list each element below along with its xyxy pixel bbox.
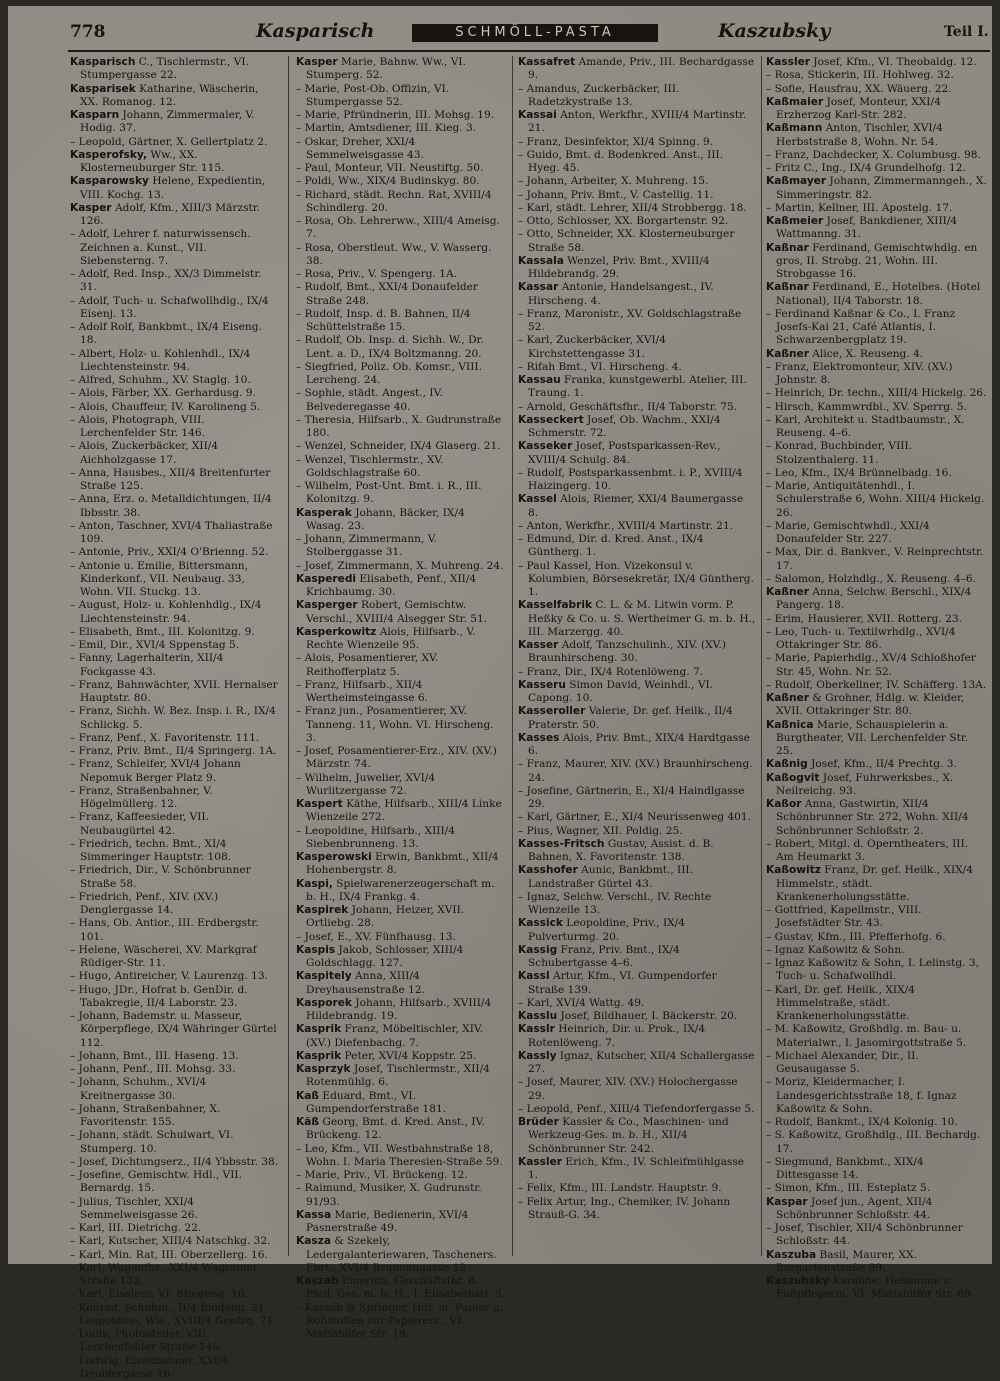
directory-entry: – Salomon, Holzhdlg., X. Reuseng. 4–6. [766,573,988,586]
entry-surname: Kasshofer [518,864,578,876]
directory-entry: – Rudolf, Bankmt., IX/4 Kolonig. 10. [766,1116,988,1129]
directory-entry: – Anna, Erz. o. Metalldichtungen, II/4 Ibbsstr. 38. [70,493,280,520]
directory-entry: Kasperofsky, Ww., XX. Klosterneuburger Str. 115. [70,149,280,176]
entry-surname: Kasparisch [70,56,135,68]
directory-entry: – Josef, Maurer, XIV. (XV.) Holochergasse 29. [518,1076,756,1103]
publisher-band: SCHMÖLL-PASTA [412,24,658,42]
directory-entry: – Fanny, Lagerhalterin, XII/4 Fockgasse 43. [70,652,280,679]
directory-entry: – Franz, Maurer, XIV. (XV.) Braunhirscheng. 24. [518,758,756,785]
directory-entry: – Anton, Taschner, XVI/4 Thaliastraße 109. [70,520,280,547]
directory-entry: Kaßner Anna, Selchw. Berschl., XIX/4 Pangerg. 18. [766,586,988,613]
directory-entry: – Heinrich, Dr. techn., XIII/4 Hickelg. 26. [766,387,988,400]
directory-entry: – Marie, Priv., VI. Brückeng. 12. [296,1169,506,1182]
page-header [8,6,992,50]
directory-entry: – Siegfried, Poliz. Ob. Komsr., VIII. Lercheng. 24. [296,361,506,388]
directory-entry: – Ludwig, Eisenbahner, XXI/4 Deublergasse 16. [70,1355,280,1381]
entry-surname: Kasperak [296,507,352,519]
directory-entry: Kasselfabrik C. L. & M. Litwin vorm. P. Heßky & Co. u. S. Wertheimer G. m. b. H., III. Marzergg. 40. [518,599,756,639]
directory-entry: – Marie, Antiquitätenhdl., I. Schulerstraße 6, Wohn. XIII/4 Hickelg. 26. [766,480,988,520]
directory-entry: – S. Kaßowitz, Großhdlg., III. Bechardg. 17. [766,1129,988,1156]
directory-entry: – Johann, Arbeiter, X. Muhreng. 15. [518,175,756,188]
directory-entry: – Max, Dir. d. Bankver., V. Reinprechtstr. 17. [766,546,988,573]
directory-entry: – Paul Kassel, Hon. Vizekonsul v. Kolumbien, Börsesekretär, IX/4 Güntherg. 1. [518,560,756,600]
column-4 [766,56,988,1256]
directory-entry: Kassala Wenzel, Priv. Bmt., XVIII/4 Hildebrandg. 29. [518,255,756,282]
directory-entry: – Johann, Penf., III. Mohsg. 33. [70,1063,280,1076]
directory-entry: Brüder Kassler & Co., Maschinen- und Werkzeug-Ges. m. b. H., XII/4 Schönbrunner Str. 242. [518,1116,756,1156]
directory-entry: Kaßnica Marie, Schauspielerin a. Burgtheater, VII. Lerchenfelder Str. 25. [766,719,988,759]
directory-entry: Kassau Franka, kunstgewerbl. Atelier, III. Traung. 1. [518,374,756,401]
directory-entry: Kasper Adolf, Kfm., XIII/3 Märzstr. 126. [70,202,280,229]
column-divider [512,56,513,1256]
entry-surname: Kassick [518,917,563,929]
directory-entry: – Franz, Desinfektor, XI/4 Spinng. 9. [518,136,756,149]
directory-entry: Kaßowitz Franz, Dr. gef. Heilk., XIX/4 Himmelstr., städt. Krankenerholungsstätte. [766,864,988,904]
directory-entry: – Johann, Straßenbahner, X. Favoritenstr. 155. [70,1103,280,1130]
directory-entry: Kaßner & Grohner, Hdlg. w. Kleider, XVII. Ottakringer Str. 80. [766,692,988,719]
directory-entry: Kassl Artur, Kfm., VI. Gumpendorfer Straße 139. [518,970,756,997]
entry-surname: Kasperger [296,599,358,611]
entry-surname: Kaßner [766,348,809,360]
left-running-head: Kasparisch [256,20,374,42]
directory-entry: – Moriz, Kleidermacher, I. Landesgerichtsstraße 18, f. Ignaz Kaßowitz & Sohn. [766,1076,988,1116]
entry-surname: Kassai [518,109,557,121]
directory-entry: Kaßmeier Josef, Bankdiener, XIII/4 Wattmanng. 31. [766,215,988,242]
directory-entry: – Leopoldine, Hilfsarb., XIII/4 Siebenbrunneng. 13. [296,825,506,852]
directory-entry: Kasseru Simon David, Weinhdl., VI. Capong. 10. [518,679,756,706]
entry-surname: Kaßowitz [766,864,821,876]
entry-surname: Kaßnig [766,758,808,770]
directory-entry: – Guido, Bmt. d. Bodenkred. Anst., III. Hyeg. 45. [518,149,756,176]
entry-surname: Kaspi, [296,878,333,890]
directory-entry: Kasperak Johann, Bäcker, IX/4 Wasag. 23. [296,507,506,534]
directory-entry: – Franz, Maronistr., XV. Goldschlagstraße 52. [518,308,756,335]
entry-surname: Kassler [766,56,810,68]
directory-entry: Kasshofer Aunic, Bankbmt., III. Landstraßer Gürtel 43. [518,864,756,891]
directory-entry: – Ignaz, Selchw. Verschl., IV. Rechte Wienzeile 13. [518,891,756,918]
directory-entry: – Emil, Dir., XVI/4 Sppenstag 5. [70,639,280,652]
directory-entry: – M. Kaßowitz, Großhdlg. m. Bau- u. Materialwr., I. Jasomirgottstraße 5. [766,1023,988,1050]
directory-entry: – Konrad, Buchbinder, VIII. Stolzenthalerg. 11. [766,440,988,467]
entry-surname: Kaßnar [766,242,809,254]
directory-entry: – Alois, Posamentierer, XV. Reithofferplatz 5. [296,652,506,679]
directory-entry: – Josef, Tischler, XII/4 Schönbrunner Schloßstr. 44. [766,1222,988,1249]
directory-entry: Kassar Antonie, Handelsangest., IV. Hirscheng. 4. [518,281,756,308]
directory-entry: Kassai Anton, Werkfhr., XVIII/4 Martinstr. 21. [518,109,756,136]
directory-entry: – Rudolf, Ob. Insp. d. Sichh. W., Dr. Lent. a. D., IX/4 Boltzmanng. 20. [296,334,506,361]
entry-surname: Kassau [518,374,561,386]
directory-entry: – Adolf Rolf, Bankbmt., IX/4 Eiseng. 18. [70,321,280,348]
directory-entry: – Leopold, Gärtner, X. Gellertplatz 2. [70,136,280,149]
directory-entry: Kaßogvit Josef, Fuhrwerksbes., X. Neilreichg. 93. [766,772,988,799]
directory-entry: – Rosa, Oberstleut. Ww., V. Wasserg. 38. [296,242,506,269]
directory-entry: – Franz, Schleifer, XVI/4 Johann Nepomuk Berger Platz 9. [70,758,280,785]
directory-entry: Kaßmann Anton, Tischler, XVI/4 Herbststraße 8, Wohn. Nr. 54. [766,122,988,149]
entry-surname: Kasseker [518,440,572,452]
directory-entry: – Sofie, Hausfrau, XX. Wäuerg. 22. [766,83,988,96]
directory-entry: – Adolf, Tuch- u. Schafwollhdlg., IX/4 Eisenj. 13. [70,295,280,322]
directory-entry: Käß Georg, Bmt. d. Kred. Anst., IV. Brückeng. 12. [296,1116,506,1143]
directory-entry: – Johann, Zimmermann, V. Stolberggasse 31. [296,533,506,560]
directory-entry: – Rudolf, Bmt., XXI/4 Donaufelder Straße 248. [296,281,506,308]
entry-surname: Kassar [518,281,558,293]
directory-entry: – Erim, Hausierer, XVII. Rotterg. 23. [766,613,988,626]
entry-surname: Kaspirek [296,904,348,916]
directory-entry: – Karl, Architekt u. Stadtbaumstr., X. Reuseng. 4–6. [766,414,988,441]
entry-surname: Kaszubsky [766,1275,829,1287]
entry-surname: Brüder [518,1116,559,1128]
directory-entry: – August, Holz- u. Kohlenhdlg., IX/4 Liechtensteinstr. 94. [70,599,280,626]
directory-entry: Kassafret Amande, Priv., III. Bechardgasse 9. [518,56,756,83]
directory-entry: – Antonie, Priv., XXI/4 O'Brienng. 52. [70,546,280,559]
entry-surname: Kaspis [296,944,335,956]
directory-entry: – Wilhelm, Post-Unt. Bmt. i. R., III. Kolonitzg. 9. [296,480,506,507]
directory-entry: – Rosa, Priv., V. Spengerg. 1A. [296,268,506,281]
entry-surname: Kasser [518,639,558,651]
directory-entry: Kassel Alois, Riemer, XXI/4 Baumergasse 8. [518,493,756,520]
entry-surname: Kassala [518,255,564,267]
directory-entry: Kaßnig Josef, Kfm., II/4 Prechtg. 3. [766,758,988,771]
directory-entry: – Wenzel, Schneider, IX/4 Glaserg. 21. [296,440,506,453]
directory-entry: Kassick Leopoldine, Priv., IX/4 Pulverturmg. 20. [518,917,756,944]
directory-entry: – Michael Alexander, Dir., II. Geusaugasse 5. [766,1050,988,1077]
entry-surname: Kaszuba [766,1249,816,1261]
entry-surname: Kasprik [296,1050,341,1062]
directory-entry: – Julius, Tischler, XXI/4 Semmelweisgasse 26. [70,1196,280,1223]
entry-surname: Kassl [518,970,550,982]
directory-entry: – Louis, Photoateiler, VIII. Lerchenfelder Straße 146. [70,1328,280,1355]
directory-entry: – Karl, Zuckerbäcker, XVI/4 Kirchstettengasse 31. [518,334,756,361]
directory-entry: – Poldi, Ww., XIX/4 Budinskyg. 80. [296,175,506,188]
directory-entry: – Johann, Bmt., III. Haseng. 13. [70,1050,280,1063]
directory-entry: Kaszab Emerich, Geschäftsfhr. d. Pfeil, Ges. m. b. H., I. Elisabethstr. 5. [296,1275,506,1302]
entry-surname: Kassa [296,1209,331,1221]
directory-entry: – Franz, Priv. Bmt., II/4 Springerg. 1A. [70,745,280,758]
directory-entry: Kasses-Fritsch Gustav, Assist. d. B. Bahnen, X. Favoritenstr. 138. [518,838,756,865]
directory-entry: – Rifah Bmt., VI. Hirscheng. 4. [518,361,756,374]
directory-entry: – Robert, Mitgl. d. Operntheaters, III. Am Heumarkt 3. [766,838,988,865]
directory-entry: Kassler Josef, Kfm., VI. Theobaldg. 12. [766,56,988,69]
header-rule [68,50,990,52]
entry-surname: Kasseckert [518,414,584,426]
directory-entry: – Amandus, Zuckerbäcker, III. Radetzkystraße 13. [518,83,756,110]
directory-entry: – Johann, städt. Schulwart, VI. Stumperg. 10. [70,1129,280,1156]
entry-surname: Kaspert [296,798,343,810]
directory-entry: – Hugo, Antireicher, V. Laurenzg. 13. [70,970,280,983]
entry-surname: Kaßnar [766,281,809,293]
entry-surname: Kaßner [766,692,809,704]
directory-entry: – Paul, Monteur, VII. Neustiftg. 50. [296,162,506,175]
entry-surname: Kassly [518,1050,557,1062]
directory-entry: Kasperowski Erwin, Bankbmt., XII/4 Hohenbergstr. 8. [296,851,506,878]
directory-entry: Kaspitely Anna, XIII/4 Dreyhausenstraße 12. [296,970,506,997]
entry-surname: Kaßmann [766,122,822,134]
directory-entry: Kasperger Robert, Gemischtw. Verschl., XVIII/4 Alsegger Str. 51. [296,599,506,626]
directory-entry: – Rosa, Stickerin, III. Hohlweg. 32. [766,69,988,82]
directory-entry: – Leopold, Penf., XIII/4 Tiefendorfergasse 5. [518,1103,756,1116]
directory-entry: – Kaszab & Springer, Hdl. m. Papier u. Rohstoffen zur Papiererz., VI. Mariahilfer Str. 19. [296,1302,506,1342]
entry-surname: Kasslu [518,1010,557,1022]
part-label: Teil I. [944,24,989,40]
directory-entry: – Rudolf, Oberkellner, IV. Schäfferg. 13A. [766,679,988,692]
directory-entry: – Friedrich, techn. Bmt., XI/4 Simmeringer Hauptstr. 108. [70,838,280,865]
directory-entry: – Anton, Werkfhr., XVIII/4 Martinstr. 21. [518,520,756,533]
directory-entry: Kasseckert Josef, Ob. Wachm., XXI/4 Schmerstr. 72. [518,414,756,441]
directory-entry: Kasperkowitz Alois, Hilfsarb., V. Rechte Wienzeile 95. [296,626,506,653]
directory-entry: – Leopoldine, Ww., XVIII/4 Gentzg. 71. [70,1315,280,1328]
entry-surname: Kasperedi [296,573,356,585]
directory-entry: – Josefine, Gemischtw. Hdl., VII. Bernardg. 15. [70,1169,280,1196]
directory-entry: Kasser Adolf, Tanzschulinh., XIV. (XV.) Braunhirscheng. 30. [518,639,756,666]
entry-surname: Kasparn [70,109,119,121]
directory-entry: – Felix Artur, Ing., Chemiker, IV. Johann Strauß-G. 34. [518,1196,756,1223]
directory-entry: Kaßnar Ferdinand, Gemischtwhdlg. en gros, II. Strobg. 21, Wohn. III. Strobgasse 16. [766,242,988,282]
directory-entry: – Josef, Zimmermann, X. Muhreng. 24. [296,560,506,573]
directory-entry: – Otto, Schlosser, XX. Borgartenstr. 92. [518,215,756,228]
entry-surname: Kasseru [518,679,566,691]
directory-entry: – Franz, Hilfsarb., XII/4 Wertheimsteingasse 6. [296,679,506,706]
directory-entry: Kasseker Josef, Postsparkassen-Rev., XVIII/4 Schulg. 84. [518,440,756,467]
entry-surname: Kaszab [296,1275,339,1287]
entry-surname: Kasparowsky [70,175,149,187]
entry-surname: Kasses [518,732,559,744]
directory-entry: – Elisabeth, Bmt., III. Kolonitzg. 9. [70,626,280,639]
directory-entry: – Leo, Kfm., IX/4 Brünnelbadg. 16. [766,467,988,480]
directory-entry: Kaßmayer Johann, Zimmermanngeh., X. Simmeringstr. 82. [766,175,988,202]
entry-surname: Kaßmaier [766,96,823,108]
directory-entry: Kaß Eduard, Bmt., VI. Gumpendorferstraße 181. [296,1090,506,1117]
entry-surname: Kassig [518,944,557,956]
directory-entry: Kasprik Peter, XVI/4 Koppstr. 25. [296,1050,506,1063]
directory-entry: – Franz, Penf., X. Favoritenstr. 111. [70,732,280,745]
directory-entry: – Friedrich, Dir., V. Schönbrunner Straße 58. [70,864,280,891]
directory-entry: – Richard, städt. Rechn. Rat, XVIII/4 Schindlerg. 20. [296,189,506,216]
directory-entry: Kaßmaier Josef, Monteur, XXI/4 Erzherzog Karl-Str. 282. [766,96,988,123]
directory-entry: Kasza & Szekely, Ledergalanteriewaren, Tascheners. Fbrt., XVI/4 Brunnengasse 12. [296,1235,506,1275]
right-running-head: Kaszubsky [718,20,830,42]
directory-entry: – Pius, Wagner, XII. Poldig. 25. [518,825,756,838]
directory-entry: Kaßner Alice, X. Reuseng. 4. [766,348,988,361]
directory-entry: – Antonie u. Emilie, Bittersmann, Kinderkonf., VII. Neubaug. 33, Wohn. VII. Stuckg. 13. [70,560,280,600]
entry-surname: Kaßor [766,798,801,810]
entry-surname: Kaßner [766,586,809,598]
directory-entry: – Marie, Gemischtwhdl., XXI/4 Donaufelder Str. 227. [766,520,988,547]
entry-surname: Kasper [70,202,112,214]
entry-surname: Kasperowski [296,851,372,863]
entry-surname: Kasses-Fritsch [518,838,604,850]
page-number: 778 [70,22,106,42]
entry-surname: Kaßnica [766,719,814,731]
directory-entry: – Gustav, Kfm., III. Pfefferhofg. 6. [766,931,988,944]
directory-entry: Kaspi, Spielwarenerzeugerschaft m. b. H., IX/4 Frankg. 4. [296,878,506,905]
directory-entry: Kassly Ignaz, Kutscher, XII/4 Schallergasse 27. [518,1050,756,1077]
directory-entry: Kaspis Jakob, Schlosser, XIII/4 Goldschlagg. 127. [296,944,506,971]
directory-entry: Kasprzyk Josef, Tischlermstr., XII/4 Rotenmühlg. 6. [296,1063,506,1090]
directory-entry: – Friedrich, Penf., XIV. (XV.) Denglergasse 14. [70,891,280,918]
entry-surname: Kasselfabrik [518,599,592,611]
entry-surname: Kaspar [766,1196,808,1208]
entry-surname: Kaspitely [296,970,352,982]
directory-entry: – Franz, Elektromonteur, XIV. (XV.) Johnstr. 8. [766,361,988,388]
directory-entry: Kasper Marie, Bahnw. Ww., VI. Stumperg. 52. [296,56,506,83]
directory-entry: – Johann, Bademstr. u. Masseur, Körperpflege, IX/4 Währinger Gürtel 112. [70,1010,280,1050]
directory-entry: – Franz, Straßenbahner, V. Högelmüllerg. 12. [70,785,280,812]
directory-entry: – Josef, Posamentierer-Erz., XIV. (XV.) Märzstr. 74. [296,745,506,772]
directory-entry: – Karl, Min. Rat, III. Oberzellerg. 16. [70,1249,280,1262]
directory-entry: – Marie, Post-Ob. Offizin, VI. Stumpergasse 52. [296,83,506,110]
directory-entry: – Konrad, Schuhm., II/4 Blodeng. 21. [70,1302,280,1315]
directory-entry: – Alois, Färber, XX. Gerhardusg. 9. [70,387,280,400]
directory-entry: – Josefine, Gärtnerin, E., XI/4 Haindlgasse 29. [518,785,756,812]
entry-surname: Kassafret [518,56,575,68]
directory-entry: – Franz, Bahnwächter, XVII. Hernalser Hauptstr. 80. [70,679,280,706]
directory-entry: – Franz, Sichh. W. Bez. Insp. i. R., IX/4 Schlickg. 5. [70,705,280,732]
directory-entry: Kasseroller Valerie, Dr. gef. Heilk., II/4 Praterstr. 50. [518,705,756,732]
directory-entry: – Hugo, JDr., Hofrat b. GenDir. d. Tabakregie, II/4 Laborstr. 23. [70,984,280,1011]
directory-entry: – Alfred, Schuhm., XV. Staglg. 10. [70,374,280,387]
directory-entry: – Marie, Pfründnerin, III. Mohsg. 19. [296,109,506,122]
directory-entry: – Karl, Gärtner, E., XI/4 Neurissenweg 401. [518,811,756,824]
directory-entry: Kaßor Anna, Gastwirtin, XII/4 Schönbrunner Str. 272, Wohn. XII/4 Schönbrunner Schloßstr. 2. [766,798,988,838]
directory-entry: – Otto, Schneider, XX. Klosterneuburger Straße 58. [518,228,756,255]
directory-entry: – Johann, Schuhm., XVI/4 Kreitnergasse 30. [70,1076,280,1103]
entry-surname: Kasperkowitz [296,626,376,638]
entry-surname: Kassel [518,493,557,505]
directory-entry: – Franz, Dir., IX/4 Rotenlöweng. 7. [518,666,756,679]
directory-entry: Kasparisek Katharine, Wäscherin, XX. Romanog. 12. [70,83,280,110]
directory-entry: – Karl, Wagenfhr., XXI/4 Wagramer Straße 132. [70,1262,280,1289]
column-1 [70,56,280,1256]
directory-entry: – Franz jun., Posamentierer, XV. Tanneng. 11, Wohn. VI. Hirscheng. 3. [296,705,506,745]
directory-entry: – Anna, Hausbes., XII/4 Breitenfurter Straße 125. [70,467,280,494]
directory-entry: – Fritz C., Ing., IX/4 Grundelhofg. 12. [766,162,988,175]
directory-entry: Kassler Erich, Kfm., IV. Schleifmühlgasse 1. [518,1156,756,1183]
directory-entry: – Siegmund, Bankbmt., XIX/4 Dittesgasse 14. [766,1156,988,1183]
directory-entry: – Oskar, Dreher, XXI/4 Semmelweisgasse 43. [296,136,506,163]
directory-entry: – Hans, Ob. Antior., III. Erdbergstr. 101. [70,917,280,944]
directory-entry: – Gottfried, Kapellmstr., VIII. Josefstädter Str. 43. [766,904,988,931]
column-2 [296,56,506,1256]
directory-entry: Kaspert Käthe, Hilfsarb., XIII/4 Linke Wienzeile 272. [296,798,506,825]
entry-surname: Kasprik [296,1023,341,1035]
directory-entry: Kasporek Johann, Hilfsarb., XVIII/4 Hildebrandg. 19. [296,997,506,1024]
entry-surname: Käß [296,1116,319,1128]
directory-entry: – Franz, Kaffeesieder, VII. Neubaugürtel 42. [70,811,280,838]
directory-entry: – Karl, III. Dietrichg. 22. [70,1222,280,1235]
entry-surname: Kasseroller [518,705,585,717]
directory-entry: Kasparn Johann, Zimmermaler, V. Hodig. 37. [70,109,280,136]
directory-entry: – Arnold, Geschäftsfhr., II/4 Taborstr. 75. [518,401,756,414]
directory-entry: – Ferdinand Kaßnar & Co., I. Franz Josefs-Kai 21, Café Atlantis, I. Schwarzenbergplatz 19. [766,308,988,348]
directory-entry: Kasslr Heinrich, Dir. u. Prok., IX/4 Rotenlöweng. 7. [518,1023,756,1050]
directory-entry: Kasses Alois, Priv. Bmt., XIX/4 Hardtgasse 6. [518,732,756,759]
directory-entry: – Helene, Wäscherei, XV. Markgraf Rüdiger-Str. 11. [70,944,280,971]
directory-entry: – Johann, Priv. Bmt., V. Castellig. 11. [518,189,756,202]
directory-entry: – Martin, Amtsdiener, III. Kieg. 3. [296,122,506,135]
column-divider [288,56,289,1256]
directory-entry: – Martin, Kellner, III. Apostelg. 17. [766,202,988,215]
directory-entry: – Karl, XVI/4 Wattg. 49. [518,997,756,1010]
entry-surname: Kasprzyk [296,1063,351,1075]
directory-entry: – Albert, Holz- u. Kohlenhdl., IX/4 Liechtensteinstr. 94. [70,348,280,375]
directory-entry: Kasparowsky Helene, Expedientin, VIII. Kochg. 13. [70,175,280,202]
directory-entry: – Alois, Zuckerbäcker, XII/4 Aichholzgasse 17. [70,440,280,467]
directory-entry: – Felix, Kfm., III. Landstr. Hauptstr. 9. [518,1182,756,1195]
directory-entry: – Alois, Chauffeur, IV. Karolineng 5. [70,401,280,414]
entry-surname: Kaßmeier [766,215,823,227]
entry-surname: Kasza [296,1235,331,1247]
directory-entry: Kasslu Josef, Bildhauer, I. Bäckerstr. 20. [518,1010,756,1023]
directory-entry: – Rosa, Ob. Lehrerww., XIII/4 Ameisg. 7. [296,215,506,242]
directory-entry: – Adolf, Lehrer f. naturwissensch. Zeichnen a. Kunst., VII. Siebensterng. 7. [70,228,280,268]
directory-entry: – Rudolf, Insp. d. B. Bahnen, II/4 Schüttelstraße 15. [296,308,506,335]
directory-entry: – Ignaz Kaßowitz & Sohn. [766,944,988,957]
directory-entry: – Karl, Dr. gef. Heilk., XIX/4 Himmelstraße, städt. Krankenerholungsstätte. [766,984,988,1024]
entry-surname: Kassler [518,1156,562,1168]
directory-entry: – Adolf, Red. Insp., XX/3 Dimmelstr. 31. [70,268,280,295]
directory-entry: Kasparisch C., Tischlermstr., VI. Stumpergasse 22. [70,56,280,83]
directory-entry: Kaspar Josef jun., Agent, XII/4 Schönbrunner Schloßstr. 44. [766,1196,988,1223]
directory-entry: – Sophie, städt. Angest., IV. Belvederegasse 40. [296,387,506,414]
directory-entry: – Karl, Kutscher, XIII/4 Natschkg. 32. [70,1235,280,1248]
directory-entry: Kaßnar Ferdinand, E., Hotelbes. (Hotel National), II/4 Taborstr. 18. [766,281,988,308]
directory-entry: – Franz, Dachdecker, X. Columbusg. 98. [766,149,988,162]
entry-surname: Kasparisek [70,83,136,95]
directory-entry: Kaszubsky Karoline, Hebamme u. Fußpflegerin, VI. Mariahilfer Str. 69. [766,1275,988,1302]
directory-entry: – Karl, Eiseleur, VI. Stiegeng. 16. [70,1288,280,1301]
directory-entry: – Edmund, Dir. d. Kred. Anst., IX/4 Güntherg. 1. [518,533,756,560]
directory-entry: Kaszuba Basil, Maurer, XX. Borgartenstraße 89. [766,1249,988,1276]
directory-entry: – Wenzel, Tischlermstr., XV. Goldschlagstraße 60. [296,454,506,481]
directory-entry: – Raimund, Musiker, X. Gudrunstr. 91/93. [296,1182,506,1209]
directory-entry: – Marie, Papierhdlg., XV/4 Schloßhofer Str. 45, Wohn. Nr. 52. [766,652,988,679]
directory-entry: – Josef, Dichtungserz., II/4 Ybbsstr. 38. [70,1156,280,1169]
directory-entry: Kasprik Franz, Möbeltischler, XIV. (XV.) Diefenbachg. 7. [296,1023,506,1050]
entry-surname: Kasporek [296,997,352,1009]
entry-surname: Kasperofsky, [70,149,147,161]
directory-entry: – Josef, E., XV. Fünfhausg. 13. [296,931,506,944]
directory-entry: Kassa Marie, Bedienerin, XVI/4 Pasnerstraße 49. [296,1209,506,1236]
entry-surname: Kaß [296,1090,319,1102]
directory-entry: – Wilhelm, Juwelier, XVI/4 Wurlitzergasse 72. [296,772,506,799]
directory-entry: – Leo, Tuch- u. Textilwrhdlg., XVI/4 Ottakringer Str. 86. [766,626,988,653]
directory-entry: Kaspirek Johann, Heizer, XVII. Ortliebg. 28. [296,904,506,931]
directory-entry: Kassig Franz, Priv. Bmt., IX/4 Schubertgasse 4–6. [518,944,756,971]
directory-entry: Kasperedi Elisabeth, Penf., XII/4 Krichbaumg. 30. [296,573,506,600]
directory-entry: – Karl, städt. Lehrer, XII/4 Strobbergg. 18. [518,202,756,215]
directory-entry: – Theresia, Hilfsarb., X. Gudrunstraße 180. [296,414,506,441]
directory-entry: – Rudolf, Postsparkassenbmt. i. P., XVIII/4 Haizingerg. 10. [518,467,756,494]
column-3 [518,56,756,1256]
entry-surname: Kaßmayer [766,175,826,187]
directory-entry: – Simon, Kfm., III. Esteplatz 5. [766,1182,988,1195]
entry-surname: Kasper [296,56,338,68]
entry-surname: Kaßogvit [766,772,819,784]
directory-entry: – Hirsch, Kammwrdbl., XV. Sperrg. 5. [766,401,988,414]
directory-entry: – Ignaz Kaßowitz & Sohn, I. Lelinstg. 3, Tuch- u. Schafwollhdl. [766,957,988,984]
entry-surname: Kasslr [518,1023,555,1035]
column-divider [761,56,762,1256]
directory-page [8,6,992,1264]
directory-entry: – Leo, Kfm., VII. Westbahnstraße 18, Wohn. I. Maria Theresien-Straße 59. [296,1143,506,1170]
directory-entry: – Alois, Photograph, VIII. Lerchenfelder Str. 146. [70,414,280,441]
